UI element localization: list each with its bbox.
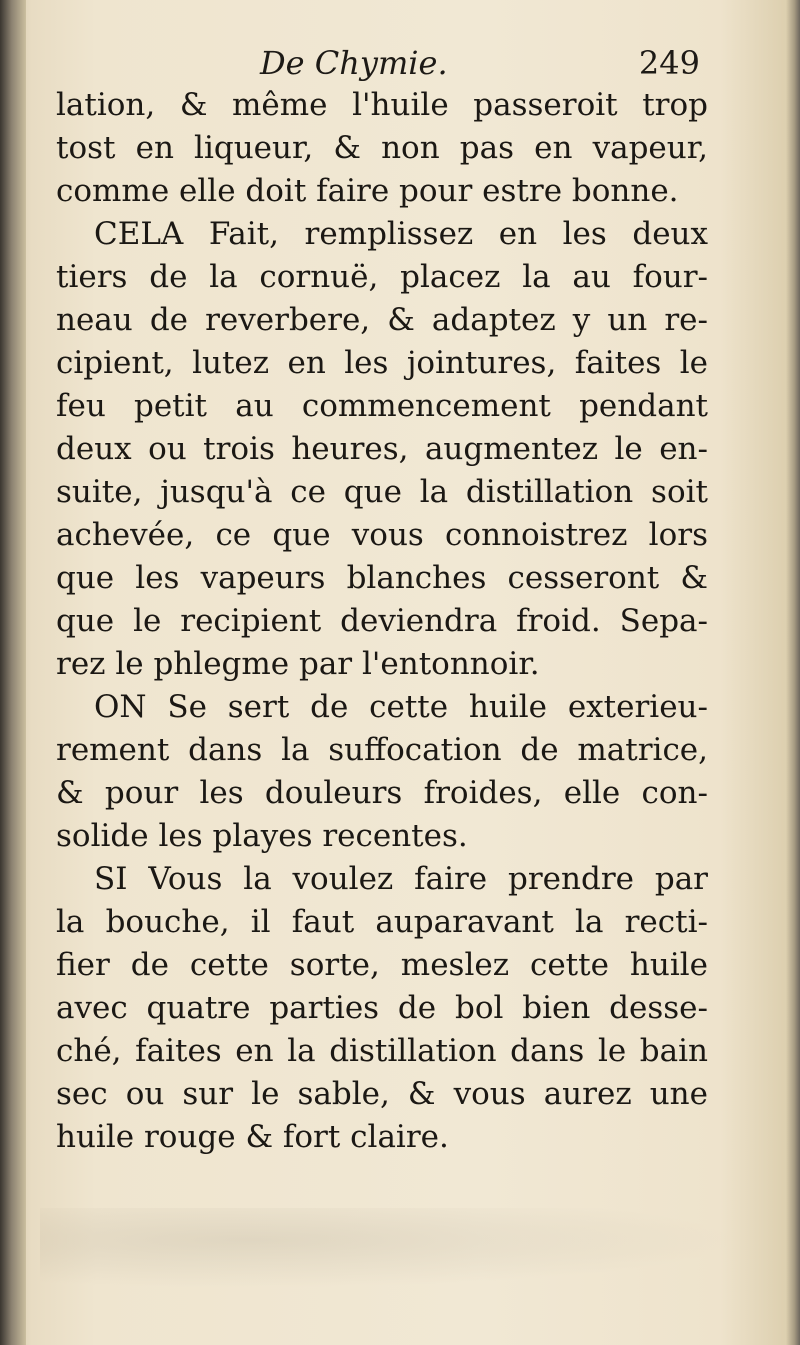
text-line: huile rouge & fort claire. — [56, 1119, 449, 1155]
text-line: cipient, lutez en les jointures, faites le — [56, 345, 708, 381]
text-line: rez le phlegme par l'entonnoir. — [56, 646, 540, 682]
binding-gutter — [0, 0, 26, 1345]
text-line: lation, & même l'huile passeroit trop — [56, 87, 708, 123]
paragraph-start-line: CELA Fait, remplissez en les deux — [94, 216, 708, 252]
text-line: ché, faites en la distillation dans le bain — [56, 1033, 708, 1069]
text-line: & pour les douleurs froides, elle con- — [56, 775, 708, 811]
text-line: deux ou trois heures, augmentez le en- — [56, 431, 708, 467]
text-line: fier de cette sorte, meslez cette huile — [56, 947, 708, 983]
text-line: avec quatre parties de bol bien desse- — [56, 990, 708, 1026]
text-line: sec ou sur le sable, & vous aurez une — [56, 1076, 708, 1112]
paragraph-start-line: SI Vous la voulez faire prendre par — [94, 861, 708, 897]
paragraph-start-line: ON Se sert de cette huile exterieu- — [94, 689, 708, 725]
text-line: suite, jusqu'à ce que la distillation soit — [56, 474, 708, 510]
running-title: De Chymie. — [260, 44, 448, 82]
text-line: feu petit au commencement pendant — [56, 388, 708, 424]
text-line: la bouche, il faut auparavant la recti- — [56, 904, 708, 940]
text-line: tost en liqueur, & non pas en vapeur, — [56, 130, 708, 166]
text-line: tiers de la cornuë, placez la au four- — [56, 259, 708, 295]
page-edge — [786, 0, 800, 1345]
page-number: 249 — [638, 44, 700, 82]
text-line: achevée, ce que vous connoistrez lors — [56, 517, 708, 553]
text-line: solide les playes recentes. — [56, 818, 468, 854]
text-line: comme elle doit faire pour estre bonne. — [56, 173, 679, 209]
text-line: que le recipient deviendra froid. Sepa- — [56, 603, 708, 639]
text-line: que les vapeurs blanches cesseront & — [56, 560, 708, 596]
show-through-stain — [40, 1208, 740, 1288]
text-line: neau de reverbere, & adaptez y un re- — [56, 302, 708, 338]
body-text — [56, 84, 708, 1159]
text-line: rement dans la suffocation de matrice, — [56, 732, 708, 768]
